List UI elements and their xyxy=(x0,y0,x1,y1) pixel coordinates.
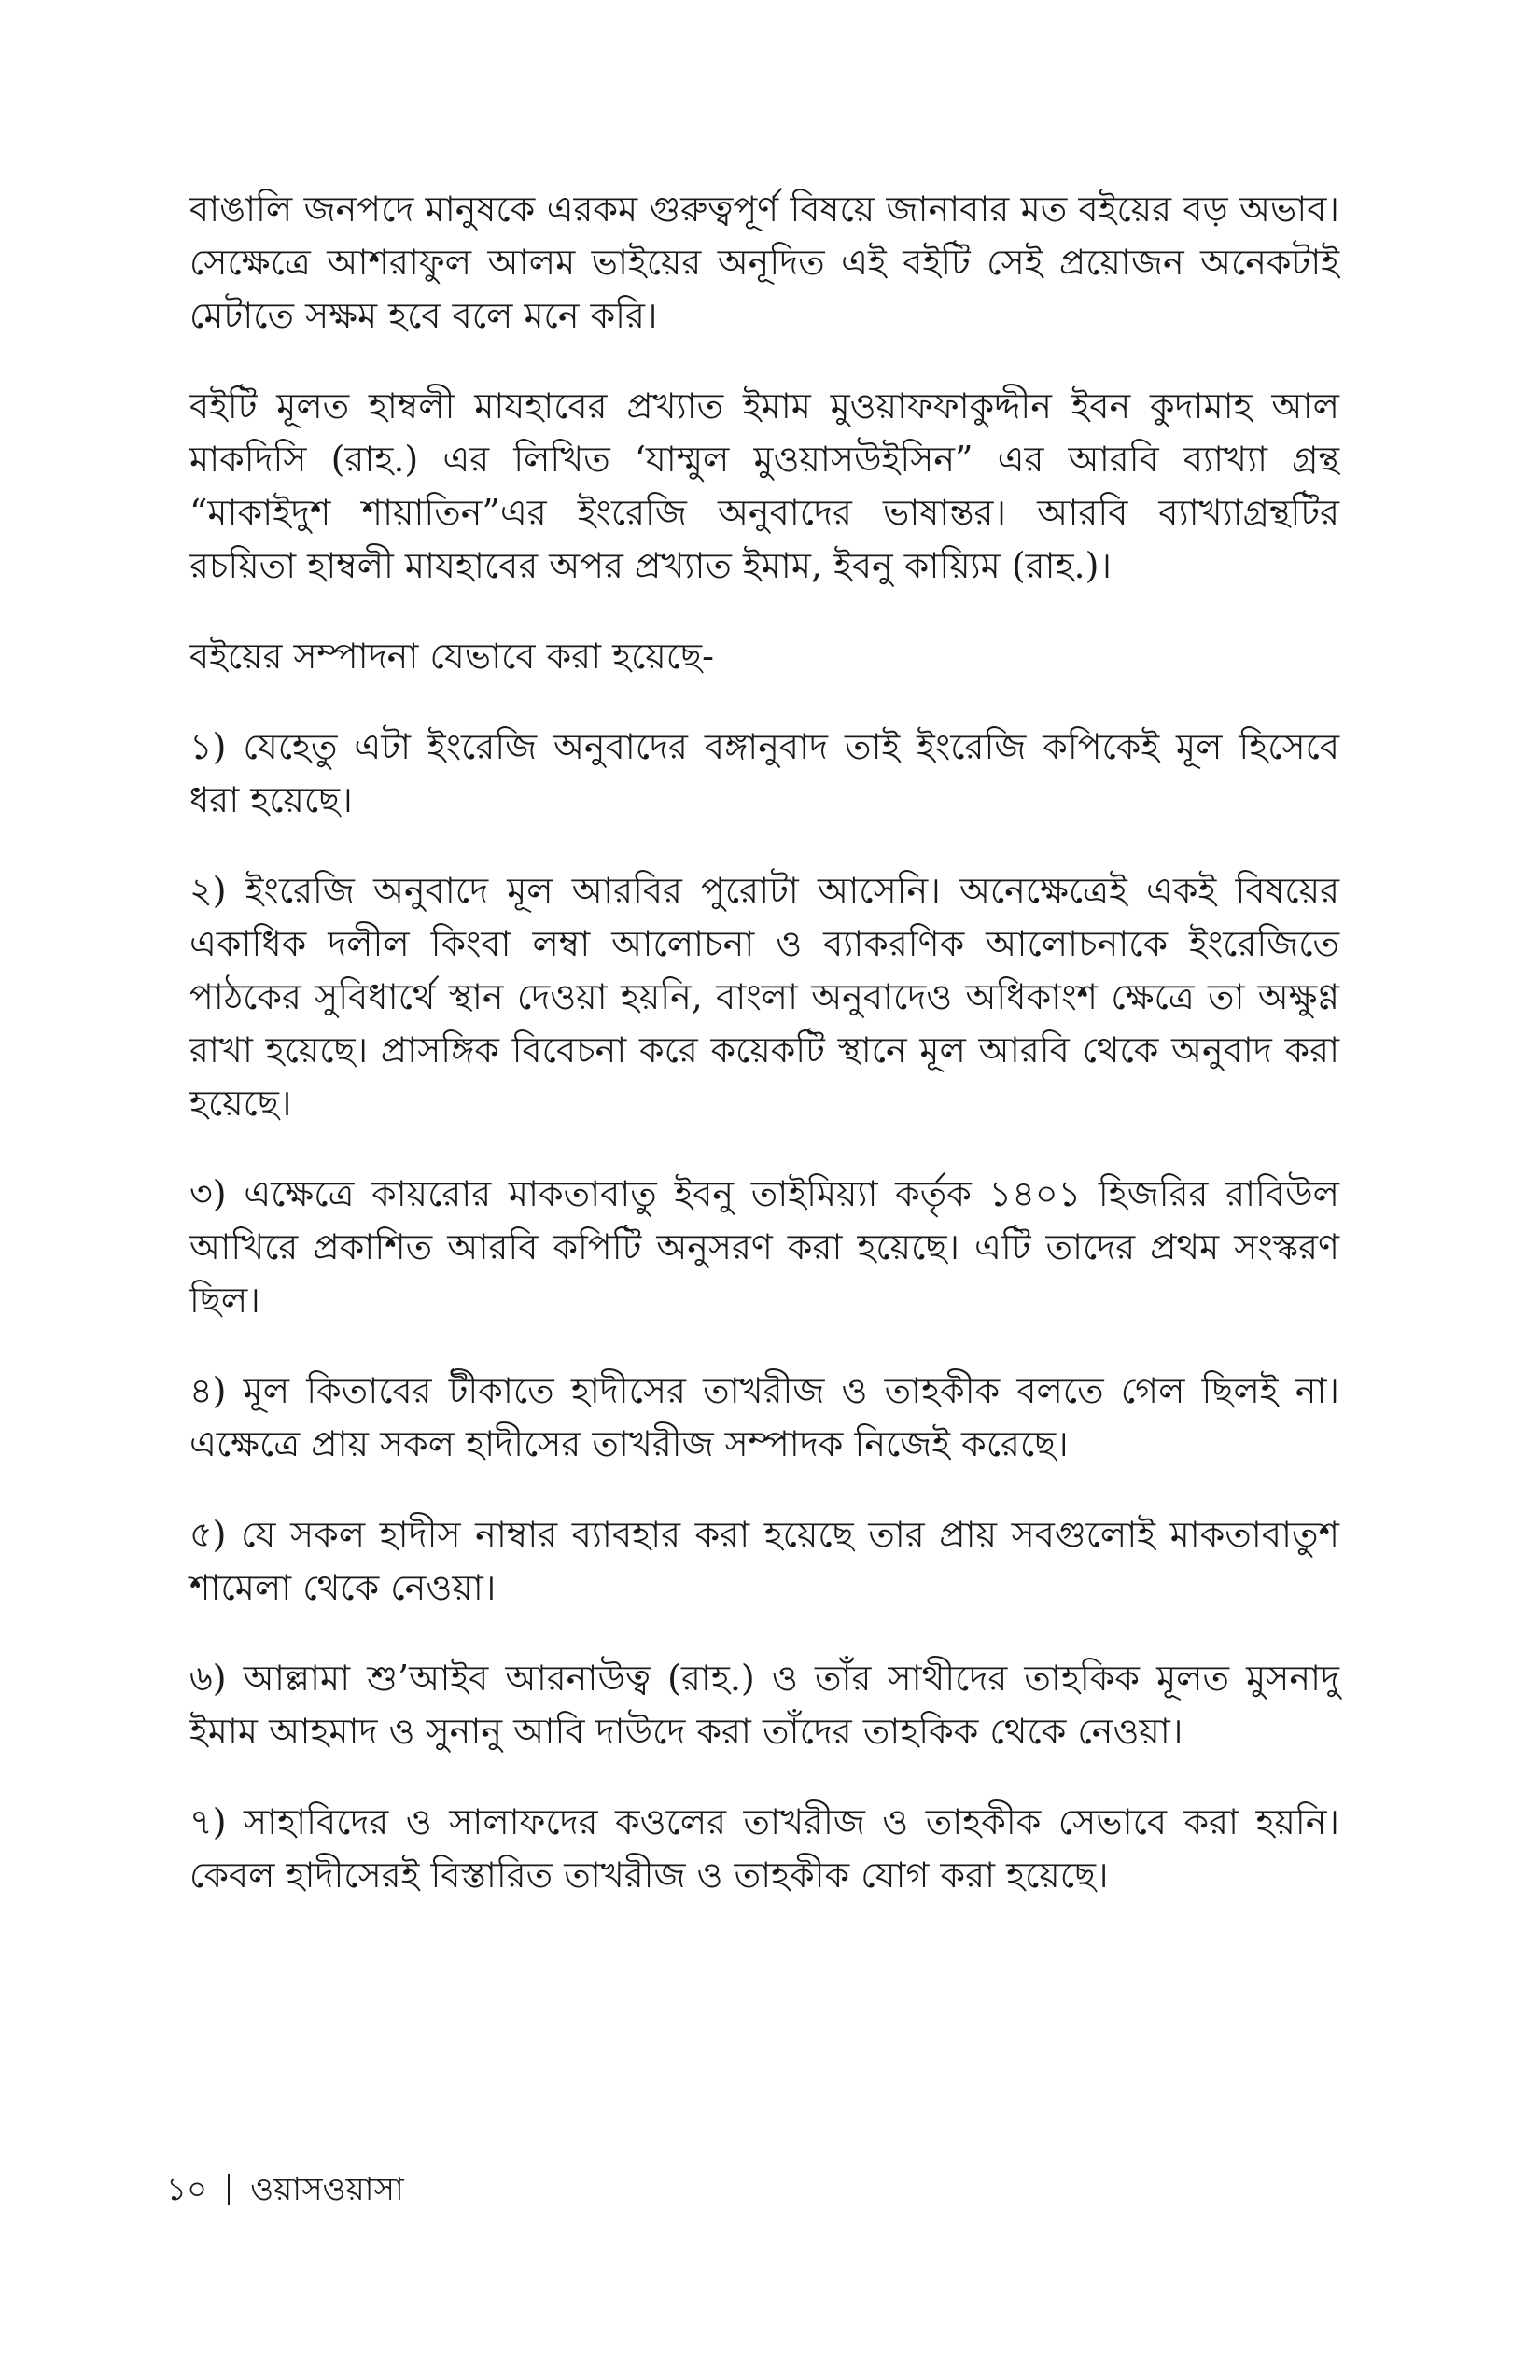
footer-separator xyxy=(228,2174,230,2205)
editing-point-7: ৭) সাহাবিদের ও সালাফদের কওলের তাখরীজ ও তাহকীক সেভাবে করা হয়নি। কেবল হাদীসেরই বিস্তারিত তাখরীজ ও তাহকীক যোগ করা হয়েছে। xyxy=(189,1801,1339,1896)
editing-point-6: ৬) আল্লামা শু’আইব আরনাউত্ব (রাহ.) ও তাঁর সাথীদের তাহকিক মূলত মুসনাদু ইমাম আহমাদ ও সুনানু আবি দাউদে করা তাঁদের তাহকিক থেকে নেওয়া। xyxy=(189,1658,1339,1752)
intro-paragraph: বাঙালি জনপদে মানুষকে এরকম গুরুত্বপূর্ণ বিষয়ে জানাবার মত বইয়ের বড় অভাব। সেক্ষেত্রে আশরাফুল আলম ভাইয়ের অনূদিত এই বইটি সেই প্রয়োজন অনেকটাই মেটাতে সক্ষম হবে বলে মনে করি। xyxy=(189,189,1339,336)
about-book-paragraph: বইটি মূলত হাম্বলী মাযহাবের প্রখ্যাত ইমাম মুওয়াফফাকুদ্দীন ইবন কুদামাহ আল মাকদিসি (রাহ.) এর লিখিত ‘যাম্মুল মুওয়াসউইসিন” এর আরবি ব্যাখ্যা গ্রন্থ “মাকাইদুশ শায়াতিন”এর ইংরেজি অনুবাদের ভাষান্তর। আরবি ব্যাখ্যাগ্রন্থটির রচয়িতা হাম্বলী মাযহাবের অপর প্রখ্যাত ইমাম, ইবনু কায়্যিম (রাহ.)। xyxy=(189,385,1339,586)
page-footer xyxy=(166,2169,404,2210)
editing-point-1: ১) যেহেতু এটা ইংরেজি অনুবাদের বঙ্গানুবাদ তাই ইংরেজি কপিকেই মূল হিসেবে ধরা হয়েছে। xyxy=(189,726,1339,820)
editing-point-3: ৩) এক্ষেত্রে কায়রোর মাকতাবাতু ইবনু তাইমিয়্যা কর্তৃক ১৪০১ হিজরির রাবিউল আখিরে প্রকাশিত আরবি কপিটি অনুসরণ করা হয়েছে। এটি তাদের প্রথম সংস্করণ ছিল। xyxy=(189,1173,1339,1321)
running-title: ওয়াসওয়াসা xyxy=(250,2171,404,2208)
page-number: ১০ xyxy=(166,2171,208,2208)
page-body xyxy=(189,183,1339,1939)
editing-point-2: ২) ইংরেজি অনুবাদে মূল আরবির পুরোটা আসেনি। অনেক্ষেত্রেই একই বিষয়ের একাধিক দলীল কিংবা লম্বা আলোচনা ও ব্যাকরণিক আলোচনাকে ইংরেজিতে পাঠকের সুবিধার্থে স্থান দেওয়া হয়নি, বাংলা অনুবাদেও অধিকাংশ ক্ষেত্রে তা অক্ষুণ্ণ রাখা হয়েছে। প্রাসঙ্গিক বিবেচনা করে কয়েকটি স্থানে মূল আরবি থেকে অনুবাদ করা হয়েছে। xyxy=(189,870,1339,1124)
editing-method-heading: বইয়ের সম্পাদনা যেভাবে করা হয়েছে- xyxy=(189,636,714,677)
editing-point-4: ৪) মূল কিতাবের টীকাতে হাদীসের তাখরীজ ও তাহকীক বলতে গেল ছিলই না। এক্ষেত্রে প্রায় সকল হাদীসের তাখরীজ সম্পাদক নিজেই করেছে। xyxy=(189,1370,1339,1464)
editing-point-5: ৫) যে সকল হাদীস নাম্বার ব্যাবহার করা হয়েছে তার প্রায় সবগুলোই মাকতাবাতুশ শামেলা থেকে নেওয়া। xyxy=(189,1514,1339,1608)
